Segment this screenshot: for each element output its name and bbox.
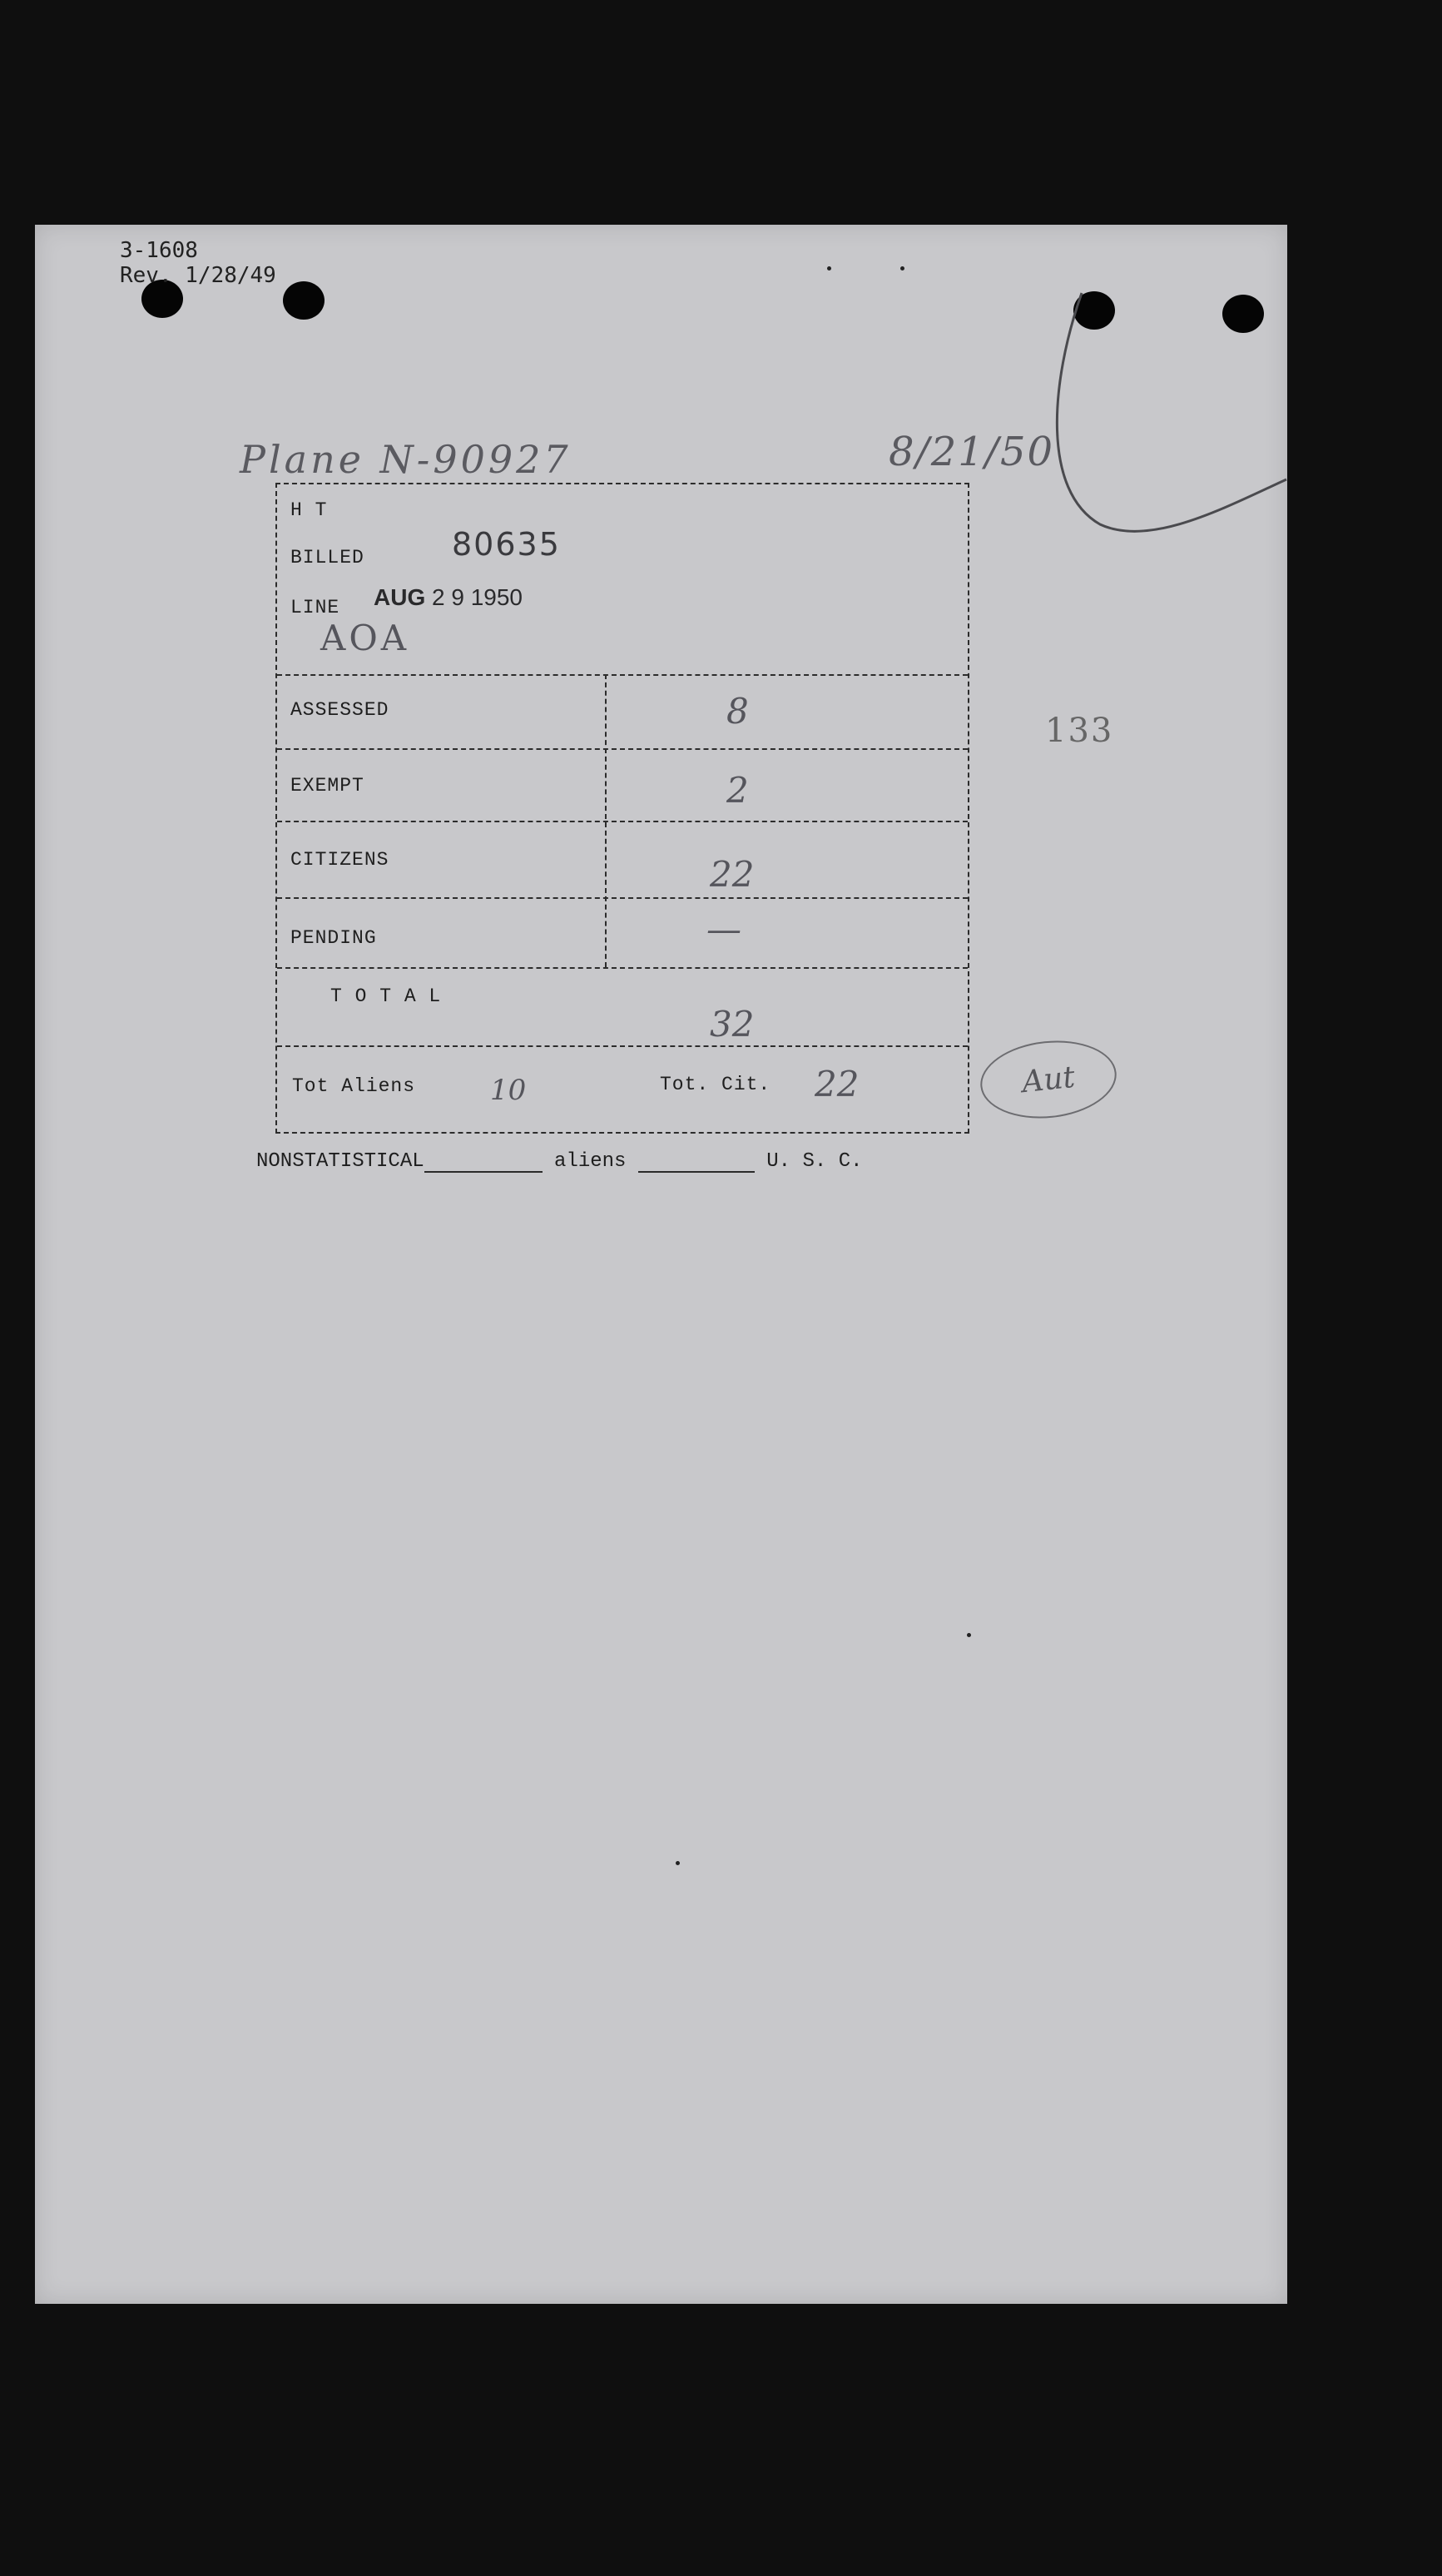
pencil-stroke bbox=[1008, 283, 1291, 558]
form-number: 3-1608 bbox=[120, 238, 198, 263]
nonstatistical-line bbox=[256, 1150, 863, 1173]
row-value: 22 bbox=[710, 854, 755, 895]
speck bbox=[827, 266, 831, 271]
stamp-day-year: 2 9 1950 bbox=[432, 584, 523, 610]
ht-label: H T bbox=[290, 499, 328, 521]
initials-circle bbox=[977, 1035, 1121, 1125]
row-summary bbox=[277, 1045, 968, 1132]
row-value: — bbox=[706, 909, 741, 950]
document-page bbox=[35, 225, 1287, 2304]
row-value: 8 bbox=[726, 691, 749, 732]
citizens-label: Tot. Cit. bbox=[660, 1074, 771, 1095]
row-label: CITIZENS bbox=[290, 849, 389, 871]
speck bbox=[967, 1633, 971, 1637]
row-pending bbox=[277, 897, 968, 969]
aliens-word: aliens bbox=[554, 1150, 627, 1173]
date-annotation: 8/21/50 bbox=[889, 429, 1055, 475]
row-label: ASSESSED bbox=[290, 699, 389, 721]
citizens-value: 22 bbox=[815, 1064, 860, 1104]
aliens-label: Tot Aliens bbox=[292, 1075, 416, 1097]
row-label: EXEMPT bbox=[290, 775, 364, 797]
line-label: LINE bbox=[290, 597, 340, 618]
initials-text: Aut bbox=[1020, 1060, 1077, 1099]
column-divider bbox=[605, 674, 607, 967]
total-value: 32 bbox=[710, 1004, 755, 1045]
row-assessed bbox=[277, 674, 968, 750]
stamp-month: AUG bbox=[374, 584, 426, 610]
billed-number: 80635 bbox=[452, 526, 561, 563]
total-label: T O T A L bbox=[330, 985, 442, 1007]
row-value: 2 bbox=[726, 770, 749, 811]
aliens-value: 10 bbox=[490, 1074, 527, 1107]
form-header bbox=[277, 484, 968, 676]
nonstat-label: NONSTATISTICAL bbox=[256, 1150, 424, 1173]
row-total bbox=[277, 967, 968, 1047]
row-citizens bbox=[277, 821, 968, 899]
speck bbox=[676, 1861, 680, 1865]
usc-label: U. S. C. bbox=[766, 1150, 863, 1173]
blank-line bbox=[424, 1171, 543, 1173]
carrier-code: AOA bbox=[320, 618, 410, 658]
row-label: PENDING bbox=[290, 927, 377, 949]
form-revision: Rev. 1/28/49 bbox=[120, 263, 276, 288]
manifest-form bbox=[275, 483, 969, 1134]
sheet-number: 133 bbox=[1045, 712, 1114, 750]
row-exempt bbox=[277, 748, 968, 822]
speck bbox=[900, 266, 904, 271]
punch-hole bbox=[283, 281, 325, 320]
plane-annotation: Plane N-90927 bbox=[240, 437, 572, 482]
line-date-stamp bbox=[374, 584, 523, 611]
form-code bbox=[120, 238, 276, 288]
blank-line bbox=[638, 1171, 755, 1173]
billed-label: BILLED bbox=[290, 547, 364, 568]
